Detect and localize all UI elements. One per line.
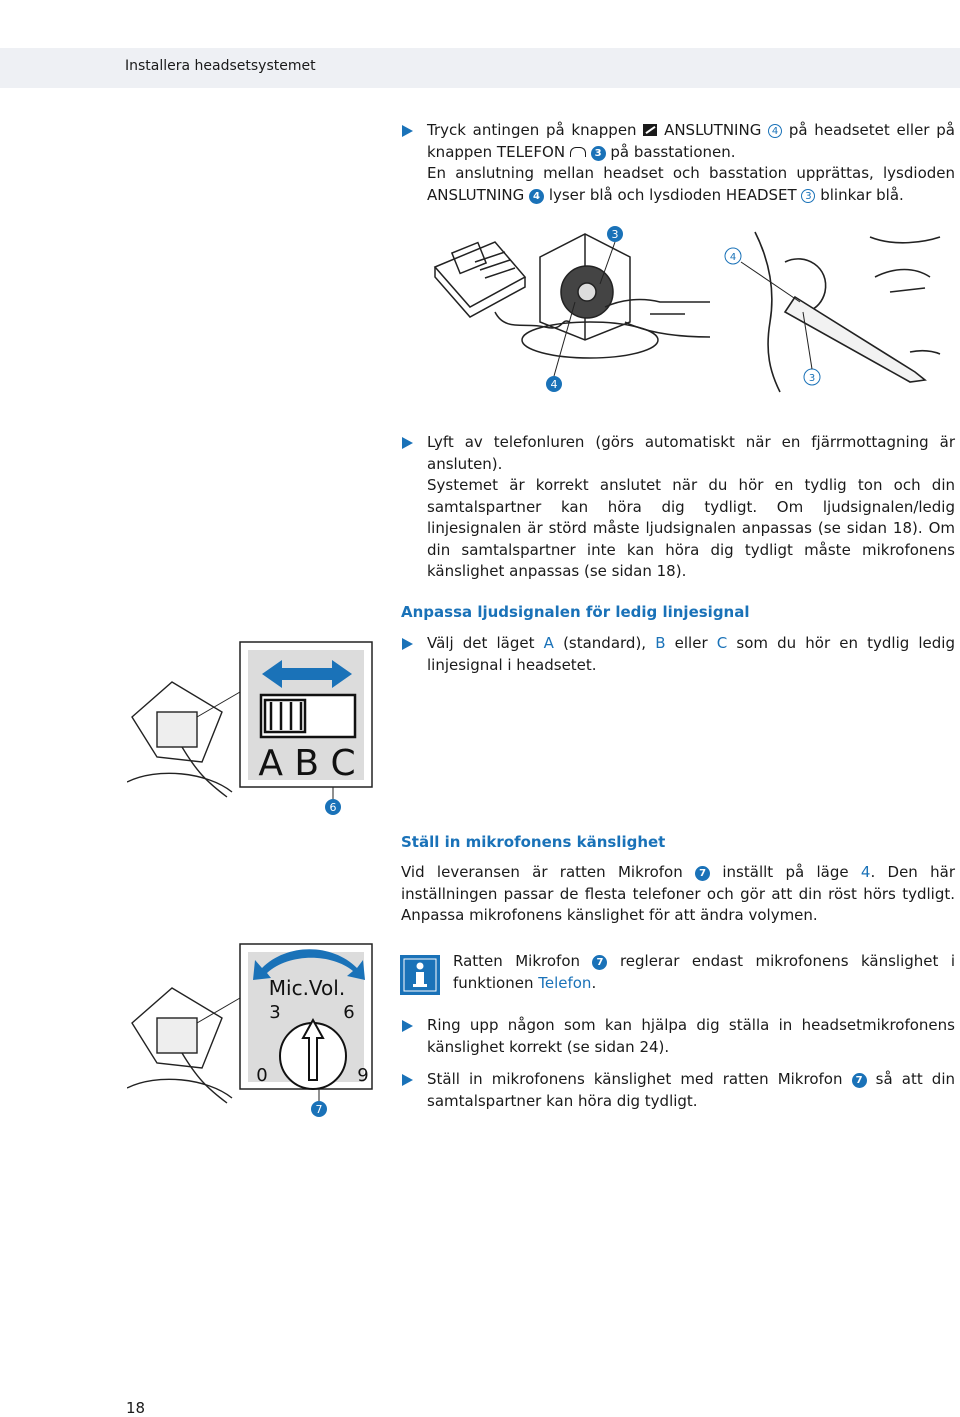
- telephone-icon: [570, 147, 586, 157]
- info-icon: [400, 955, 440, 995]
- page-header-title: Installera headsetsystemet: [125, 58, 316, 74]
- svg-text:0: 0: [256, 1065, 268, 1086]
- step-call-helper: Ring upp någon som kan hjälpa dig ställa in headsetmikrofonens känslighet korrekt (se sidan 24).: [427, 1015, 955, 1058]
- mic-sensitivity-intro: Vid leveransen är ratten Mikrofon 7 inställt på läge 4. Den här inställningen passar de flesta telefoner och gör att din röst hörs tydligt. Anpassa mikrofonens känslighet för att ändra volymen.: [401, 863, 955, 924]
- callout-4-filled: 4: [529, 189, 544, 204]
- base-station-back-drawing-2: [127, 988, 232, 1103]
- svg-text:Mic.Vol.: Mic.Vol.: [268, 976, 346, 1000]
- callout-3-outline: 3: [801, 189, 815, 203]
- svg-text:6: 6: [343, 1002, 355, 1023]
- svg-text:6: 6: [329, 801, 337, 814]
- svg-text:7: 7: [315, 1103, 323, 1116]
- svg-text:3: 3: [269, 1002, 281, 1023]
- base-station-drawing: [522, 234, 658, 358]
- page-number: 18: [126, 1399, 146, 1417]
- svg-text:A B C: A B C: [258, 743, 356, 784]
- svg-text:4: 4: [729, 252, 737, 263]
- callout-4: 4: [768, 124, 782, 138]
- callout-3: 3: [591, 146, 606, 161]
- svg-text:9: 9: [357, 1065, 369, 1086]
- desk-phone-drawing: [435, 242, 570, 328]
- step-press-connect: Tryck antingen på knappen ANSLUTNING 4 på headsetet eller på knappen TELEFON 3 på basstationen. En anslutning mellan headset och basstation upprättas, lysdioden ANSLUTNING 4 lyser blå och lysdioden HEADSET 3 blinkar blå.: [427, 120, 955, 206]
- page-header: [0, 48, 960, 88]
- step-lift-handset: Lyft av telefonluren (görs automatiskt när en fjärrmottagning är ansluten). Systemet är korrekt anslutet när du hör en tydlig ton och din samtalspartner kan höra dig tydligt. Om ljudsignalen/ledig linjesignalen är störd måste ljudsignalen anpassas (se sidan 18). Om din samtalspartner inte kan höra dig tydligt måste mikrofonens känslighet anpassas (se sidan 18).: [427, 432, 955, 583]
- figure-abc-switch: [127, 632, 377, 822]
- svg-text:3: 3: [611, 228, 619, 241]
- section-title-dial-tone: Anpassa ljudsignalen för ledig linjesignal: [401, 603, 750, 621]
- hand-drawing: [605, 300, 710, 337]
- section-title-mic-sensitivity: Ställ in mikrofonens känslighet: [401, 833, 666, 851]
- figure-mic-vol-dial: [127, 938, 377, 1123]
- headset-face-drawing: [755, 232, 940, 392]
- connect-icon: [643, 124, 657, 136]
- base-station-back-drawing: [127, 682, 232, 797]
- svg-text:3: 3: [808, 373, 816, 384]
- step-select-mode: Välj det läget A (standard), B eller C som du hör en tydlig ledig linjesignal i headsetet.: [427, 633, 955, 676]
- svg-text:4: 4: [550, 378, 558, 391]
- info-note: Ratten Mikrofon 7 reglerar endast mikrofonens känslighet i funktionen Telefon.: [453, 952, 955, 992]
- figure-connect-illustration: [425, 222, 945, 397]
- step-adjust-mic: Ställ in mikrofonens känslighet med ratten Mikrofon 7 så att din samtalspartner kan höra dig tydligt.: [427, 1069, 955, 1112]
